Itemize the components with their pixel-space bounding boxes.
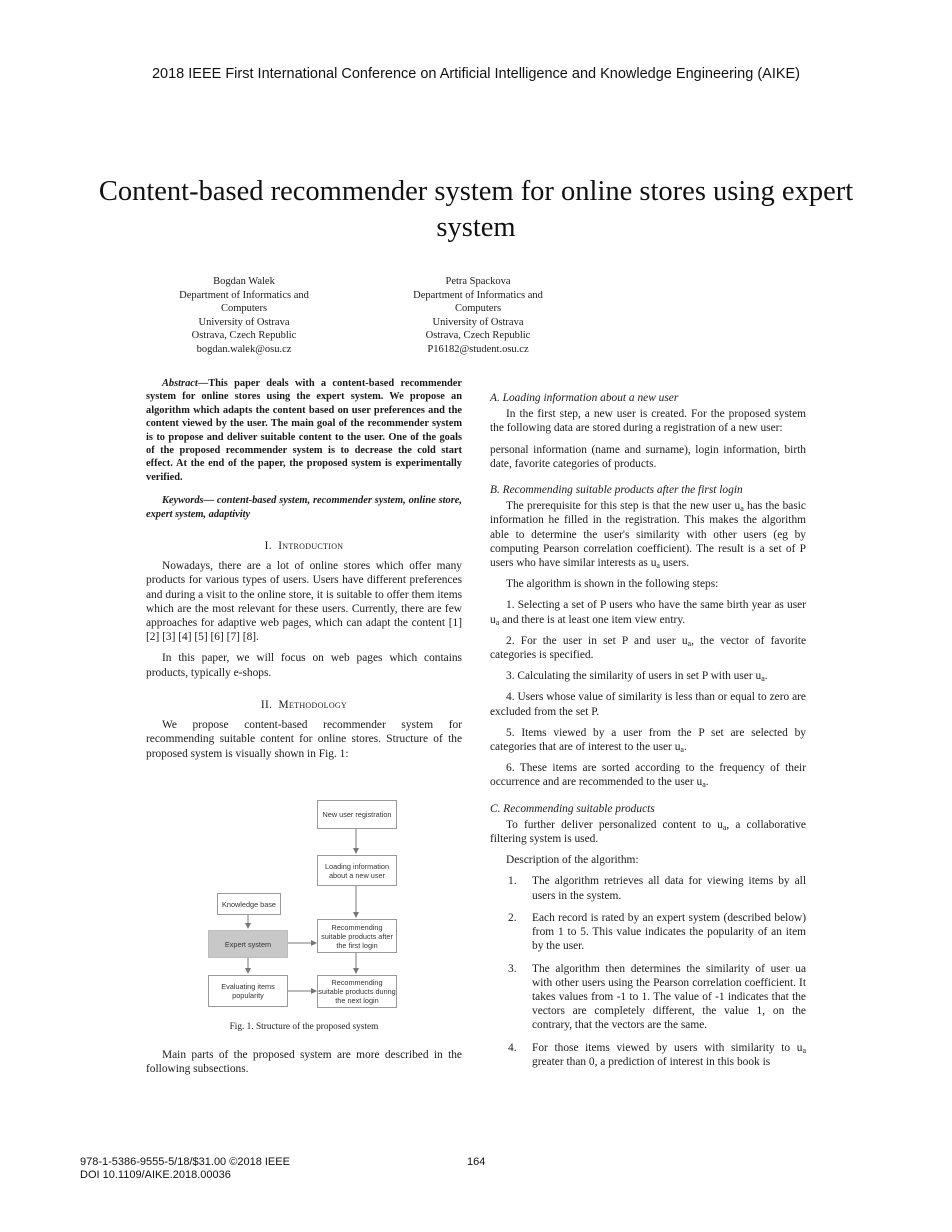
text: 6. These items are sorted according to the frequency of their occurrence and are recommended to the user u [490, 762, 806, 789]
left-column-bottom [146, 1048, 462, 1083]
text: and there is at least one item view entry. [499, 613, 686, 626]
list-item [490, 962, 806, 1033]
text: , a collaborative filtering system is used. [490, 818, 806, 846]
subscript: a [680, 745, 684, 755]
abstract-text: —This paper deals with a content-based recommender system for online stores using the expert system. We propose an algorithm which adapts the content based on user preferences and the content viewed by the user. The main goal of the recommender system is to propose and deliver suitable content to the user. One of the goals of the proposed recommender system is to decrease the cold start effect. At the end of the paper, the proposed system is experimentally verified. [146, 378, 462, 483]
list-text: The algorithm retrieves all data for viewing items by all users in the system. [532, 875, 806, 902]
node-loading-information: Loading information about a new user [317, 855, 397, 886]
author-dept: Computers [220, 303, 268, 315]
algorithm-list [490, 874, 806, 1068]
conference-header: 2018 IEEE First International Conference on Artificial Intelligence and Knowledge Engineering (AIKE) [151, 66, 801, 82]
paper-title: Content-based recommender system for online stores using expert system [98, 176, 854, 243]
step-5 [490, 726, 806, 754]
section-title: Methodology [278, 698, 348, 711]
keywords-label: Keywords— [162, 495, 214, 507]
footer-publication-info [80, 1156, 290, 1181]
section-number: I. [264, 540, 272, 553]
author-city: Ostrava, Czech Republic [425, 330, 531, 342]
author-email: P16182@student.osu.cz [427, 343, 529, 355]
keywords-text: content-based system, recommender system, online store, expert system, adaptivity [146, 495, 462, 520]
author-city: Ostrava, Czech Republic [191, 330, 297, 342]
node-evaluating-popularity: Evaluating items popularity [208, 975, 288, 1007]
footer-doi: DOI 10.1109/AIKE.2018.00036 [80, 1168, 231, 1181]
abstract [146, 377, 462, 484]
subscript: a [802, 1045, 806, 1055]
section-number: II. [260, 698, 273, 711]
list-number: 2. [508, 911, 517, 924]
subsection-a-paragraph-2: personal information (name and surname), login information, birth date, favorite categories of products. [490, 443, 806, 470]
subsection-b-paragraph-1 [490, 499, 806, 570]
author-university: University of Ostrava [198, 316, 290, 328]
text: has the basic information he filled in the registration. This makes the algorithm able to determine the user's similarity with other users (eg by computing Pearson correlation coefficient). The result is a set of P users who have similar interests as u [490, 500, 806, 570]
list-text: Each record is rated by an expert system (described below) from 1 to 5. This value indicates the popularity of an item by the user. [532, 911, 806, 953]
text: 2. For the user in set P and user u [506, 634, 688, 647]
text: To further deliver personalized content to u [506, 818, 723, 831]
list-item [490, 1041, 806, 1069]
node-expert-system: Expert system [208, 930, 288, 958]
page-number: 164 [467, 1156, 486, 1168]
section-heading-introduction [146, 539, 462, 553]
step-4: 4. Users whose value of similarity is less than or equal to zero are excluded from the set P. [490, 691, 806, 718]
figure-1-diagram [200, 798, 410, 1013]
subscript: a [495, 617, 500, 627]
intro-paragraph-1: Nowadays, there are a lot of online stores which offer many products for various types of users. Users have different preferences and during a visit to the online store, it is suitable to offer them items which are the most relevant for these users. Currently, there are few approaches for adaptive web pages, which can adapt the content [1] [2] [3] [4] [5] [6] [7] [8]. [146, 560, 462, 644]
text: . [705, 776, 709, 789]
left-column [146, 377, 462, 768]
subscript: a [740, 504, 744, 514]
abstract-label: Abstract [162, 378, 198, 389]
subsection-c-paragraph-1 [490, 818, 806, 846]
node-new-user-registration: New user registration [317, 800, 397, 829]
list-number: 4. [508, 1041, 517, 1054]
section-title: Introduction [278, 540, 344, 553]
text: 3. Calculating the similarity of users in set P with user u [506, 670, 762, 683]
step-1 [490, 598, 806, 626]
subsection-c-paragraph-2: Description of the algorithm: [506, 854, 639, 867]
node-knowledge-base: Knowledge base [217, 893, 281, 915]
text: , the vector of favorite categories is specified. [490, 634, 806, 662]
figure-caption: Fig. 1. Structure of the proposed system [229, 1022, 379, 1032]
node-recommending-next-login: Recommending suitable products during the next login [317, 975, 397, 1008]
list-text: For those items viewed by users with similarity to u [532, 1041, 803, 1054]
author-block-2 [358, 275, 598, 357]
list-number: 3. [508, 962, 517, 975]
step-6 [490, 761, 806, 789]
text: users. [659, 557, 690, 570]
method-paragraph-2: Main parts of the proposed system are more described in the following subsections. [146, 1049, 462, 1076]
list-text: greater than 0, a prediction of interest in this book is [532, 1055, 771, 1068]
method-paragraph-1: We propose content-based recommender system for recommending suitable content for online stores. Structure of the proposed system is visually shown in Fig. 1: [146, 719, 462, 760]
subscript: a [722, 822, 727, 832]
subsection-b-paragraph-2: The algorithm is shown in the following steps: [506, 578, 719, 591]
list-item [490, 874, 806, 902]
list-text: The algorithm then determines the similarity of user ua with other users using the Pearson correlation coefficient. It takes values from -1 to 1. The value of -1 indicates that the vectors are completely different, the value 1, on the contrary, that the vectors are the same. [532, 962, 806, 1032]
text: 1. Selecting a set of P users who have the same birth year as user u [490, 599, 806, 626]
subsection-c-heading: C. Recommending suitable products [490, 802, 655, 815]
author-dept: Department of Informatics and [413, 289, 543, 301]
right-column [490, 383, 806, 1077]
step-2 [490, 634, 806, 662]
subsection-b-heading: B. Recommending suitable products after the first login [490, 484, 743, 497]
step-3 [490, 669, 806, 683]
subsection-a-heading: A. Loading information about a new user [490, 392, 679, 404]
keywords [146, 494, 462, 521]
section-heading-methodology [146, 698, 462, 712]
subscript: a [761, 674, 765, 684]
subscript: a [702, 780, 706, 790]
node-recommending-first-login: Recommending suitable products after the first login [317, 919, 397, 953]
author-dept: Computers [454, 303, 502, 315]
subscript: a [656, 561, 660, 571]
author-email: bogdan.walek@osu.cz [196, 343, 292, 355]
author-dept: Department of Informatics and [179, 289, 309, 301]
list-item [490, 911, 806, 954]
text: . [764, 670, 768, 683]
text: The prerequisite for this step is that the new user u [506, 500, 741, 513]
text: 5. Items viewed by a user from the P set are selected by categories that are of interest to the user u [490, 726, 806, 754]
footer-isbn: 978-1-5386-9555-5/18/$31.00 ©2018 IEEE [80, 1156, 290, 1168]
intro-paragraph-2: In this paper, we will focus on web pages which contains products, typically e-shops. [146, 652, 462, 679]
author-university: University of Ostrava [432, 316, 524, 328]
list-number: 1. [508, 875, 517, 888]
text: . [683, 741, 687, 754]
author-block-1 [124, 275, 364, 357]
subscript: a [687, 638, 692, 648]
author-name: Petra Spackova [445, 276, 511, 287]
subsection-a-paragraph-1: In the first step, a new user is created. For the proposed system the following data are stored during a registration of a new user: [490, 408, 806, 435]
author-name: Bogdan Walek [213, 276, 275, 287]
